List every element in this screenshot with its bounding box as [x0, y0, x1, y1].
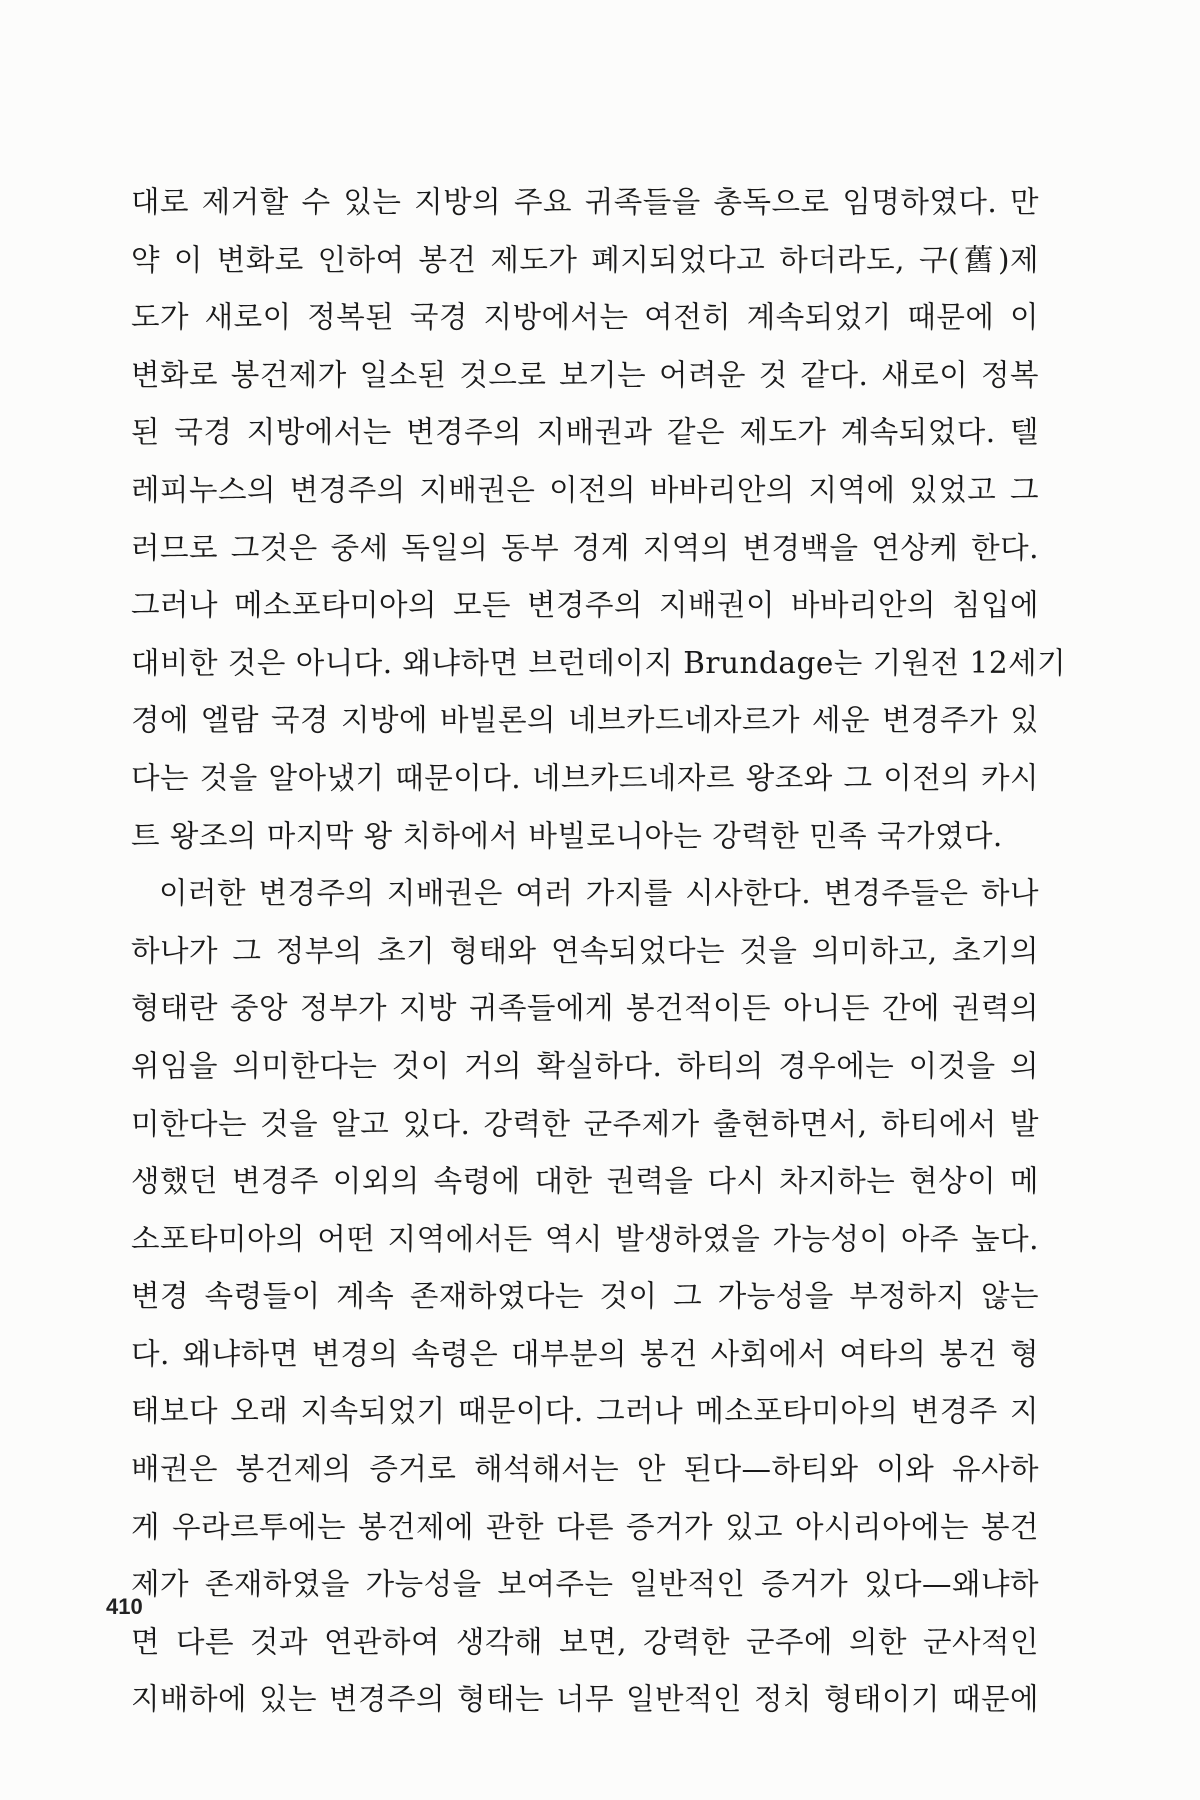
text-line: 도가 새로이 정복된 국경 지방에서는 여전히 계속되었기 때문에 이 — [131, 300, 1039, 335]
text-line: 이러한 변경주의 지배권은 여러 가지를 시사한다. 변경주들은 하나 — [159, 876, 1039, 911]
text-line: 레피누스의 변경주의 지배권은 이전의 바바리안의 지역에 있었고 그 — [131, 472, 1039, 507]
text-line: 위임을 의미한다는 것이 거의 확실하다. 하티의 경우에는 이것을 의 — [131, 1048, 1039, 1083]
text-line: 면 다른 것과 연관하여 생각해 보면, 강력한 군주에 의한 군사적인 — [131, 1624, 1039, 1659]
text-line: 그러나 메소포타미아의 모든 변경주의 지배권이 바바리안의 침입에 — [131, 588, 1039, 623]
text-line: 트 왕조의 마지막 왕 치하에서 바빌로니아는 강력한 민족 국가였다. — [131, 818, 1003, 853]
text-line: 생했던 변경주 이외의 속령에 대한 권력을 다시 차지하는 현상이 메 — [131, 1164, 1039, 1199]
text-line: 된 국경 지방에서는 변경주의 지배권과 같은 제도가 계속되었다. 텔 — [131, 415, 1039, 450]
text-line: 하나가 그 정부의 초기 형태와 연속되었다는 것을 의미하고, 초기의 — [131, 933, 1039, 968]
text-line: 게 우라르투에는 봉건제에 관한 다른 증거가 있고 아시리아에는 봉건 — [131, 1509, 1039, 1544]
text-line: 다는 것을 알아냈기 때문이다. 네브카드네자르 왕조와 그 이전의 카시 — [131, 760, 1039, 795]
text-line: 대비한 것은 아니다. 왜냐하면 브런데이지 Brundage는 기원전 12세기 — [131, 645, 1067, 680]
text-line: 변경 속령들이 계속 존재하였다는 것이 그 가능성을 부정하지 않는 — [131, 1279, 1039, 1314]
text-line: 대로 제거할 수 있는 지방의 주요 귀족들을 총독으로 임명하였다. 만 — [131, 185, 1039, 219]
page-number: 410 — [106, 1594, 143, 1619]
text-line: 다. 왜냐하면 변경의 속령은 대부분의 봉건 사회에서 여타의 봉건 형 — [131, 1336, 1039, 1371]
text-line: 미한다는 것을 알고 있다. 강력한 군주제가 출현하면서, 하티에서 발 — [131, 1106, 1039, 1141]
body-text — [131, 174, 1067, 1729]
text-line: 제가 존재하였을 가능성을 보여주는 일반적인 증거가 있다—왜냐하 — [131, 1567, 1039, 1602]
text-line: 경에 엘람 국경 지방에 바빌론의 네브카드네자르가 세운 변경주가 있 — [131, 703, 1039, 738]
text-line: 변화로 봉건제가 일소된 것으로 보기는 어려운 것 같다. 새로이 정복 — [131, 357, 1039, 392]
text-line: 형태란 중앙 정부가 지방 귀족들에게 봉건적이든 아니든 간에 권력의 — [131, 991, 1039, 1026]
paragraph — [131, 865, 1039, 1729]
text-line: 러므로 그것은 중세 독일의 동부 경계 지역의 변경백을 연상케 한다. — [131, 530, 1039, 565]
text-line: 약 이 변화로 인하여 봉건 제도가 폐지되었다고 하더라도, 구(舊)제 — [131, 242, 1039, 277]
text-line: 소포타미아의 어떤 지역에서든 역시 발생하였을 가능성이 아주 높다. — [131, 1221, 1039, 1256]
text-line: 지배하에 있는 변경주의 형태는 너무 일반적인 정치 형태이기 때문에 — [131, 1682, 1039, 1717]
text-line: 태보다 오래 지속되었기 때문이다. 그러나 메소포타미아의 변경주 지 — [131, 1394, 1039, 1429]
paragraph — [131, 174, 1067, 865]
text-line: 배권은 봉건제의 증거로 해석해서는 안 된다—하티와 이와 유사하 — [131, 1452, 1039, 1487]
